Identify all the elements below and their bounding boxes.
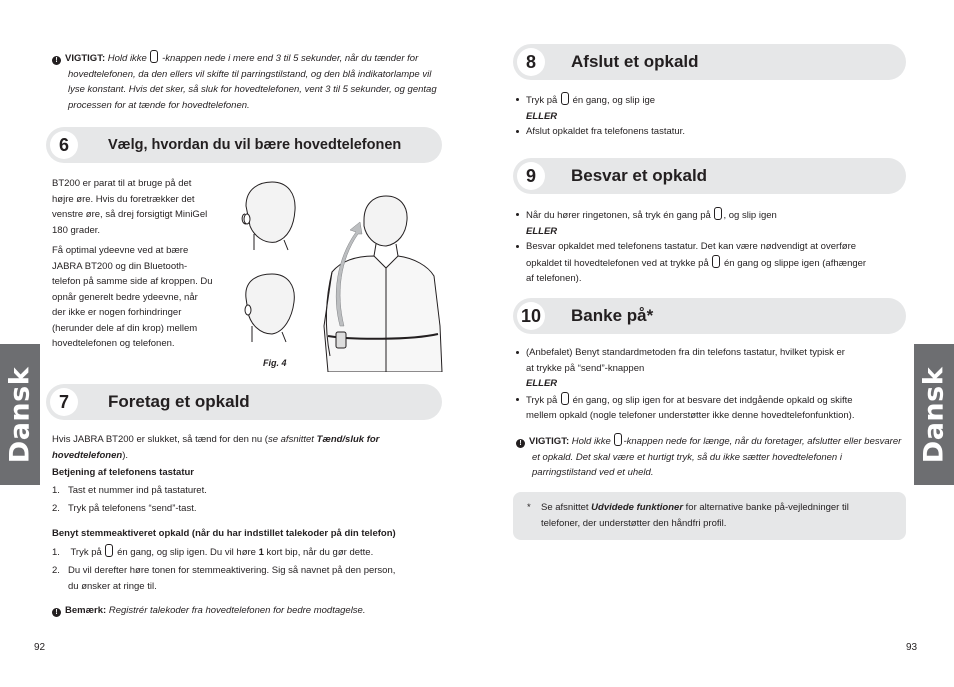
section-title: Foretag et opkald xyxy=(108,392,250,411)
step-text: Tast et nummer ind på tastaturet. xyxy=(68,485,207,496)
section-7-header xyxy=(46,384,442,420)
section-10-header xyxy=(513,298,906,334)
headset-button-icon xyxy=(150,50,158,63)
step-item xyxy=(52,501,442,517)
side-tab-label: Dansk xyxy=(918,366,950,463)
section-7-note: ! Bemærk: Registrér talekoder fra hovedtelefonen for bedre modtagelse. xyxy=(52,603,365,619)
section-title: Banke på* xyxy=(571,306,654,325)
side-tab-right xyxy=(914,344,954,485)
section-number: 7 xyxy=(50,388,78,416)
voice-dial-subheading: Benyt stemmeaktiveret opkald (når du har indstillet talekoder på din telefon) xyxy=(52,528,396,539)
headset-button-icon xyxy=(712,255,720,268)
text-line: opnår generelt bedre ydeevne, når xyxy=(52,291,198,303)
text-line: Få optimal ydeevne ved at bære xyxy=(52,245,189,256)
section-number: 6 xyxy=(50,131,78,159)
headset-button-icon xyxy=(614,433,622,446)
headset-button-icon xyxy=(714,207,722,220)
headset-wearing-illustration xyxy=(232,176,444,372)
text-line: hovedtelefonen og telefonen. xyxy=(52,338,175,349)
text-line: (herunder dele af din krop) mellem xyxy=(52,322,198,334)
headset-button-icon xyxy=(561,92,569,105)
figure-caption: Fig. 4 xyxy=(263,358,287,368)
section-number: 9 xyxy=(517,162,545,190)
section-6-para-2 xyxy=(52,243,232,352)
page-number-right: 93 xyxy=(906,642,918,653)
step-number: 2. xyxy=(52,502,60,514)
keypad-steps xyxy=(52,483,442,518)
side-tab-left xyxy=(0,344,40,485)
section-7-intro: Hvis JABRA BT200 er slukket, så tænd for den nu (se afsnittet Tænd/sluk for hovedtelefonen). xyxy=(52,434,380,461)
section-title: Afslut et opkald xyxy=(571,52,699,71)
footnote-box: * Se afsnittet Udvidede funktioner for alternative banke på-vejledninger til telefoner, der understøtter den håndfri profil. xyxy=(513,492,906,540)
step-text: Tryk på telefonens “send”-tast. xyxy=(68,502,197,514)
text-line: venstre øre, så drej forsigtigt MiniGel xyxy=(52,209,208,220)
text-line: JABRA BT200 og din Bluetooth- xyxy=(52,260,188,272)
section-number: 10 xyxy=(517,302,545,330)
step-number: 1. xyxy=(52,485,60,496)
text-line: 180 grader. xyxy=(52,224,101,236)
section-9-header xyxy=(513,158,906,194)
warning-icon: ! xyxy=(516,439,525,448)
intro-warning: ! VIGTIGT: Hold ikke -knappen nede i mere end 3 til 5 sekunder, når du tænder for hovedtelefonen, da den ellers vil skifte til parringstilstand, og den blå indikatorlampe vil lyse konstant. Hvis det sker, så sluk for hovedtelefonen, vent 3 til 5 sekunder, og gentag processen for at tænde for hovedtelefonen. xyxy=(52,50,452,113)
page-number-left: 92 xyxy=(34,642,46,653)
headset-button-icon xyxy=(105,544,113,557)
section-title: Vælg, hvordan du vil bære hovedtelefonen xyxy=(108,137,402,153)
text-line: BT200 er parat til at bruge på det xyxy=(52,178,192,189)
voice-dial-step-1: 1. Tryk på én gang, og slip igen. Du vil høre 1 kort bip, når du gør dette. xyxy=(52,544,442,561)
headset-button-icon xyxy=(561,392,569,405)
side-tab-label: Dansk xyxy=(4,366,36,463)
text-line: telefon på samme side af kroppen. Du xyxy=(52,276,213,287)
section-8-body: Tryk på én gang, og slip ige ELLER Afslut opkaldet fra telefonens tastatur. xyxy=(513,92,903,140)
warning-icon: ! xyxy=(52,56,61,65)
text-line: der ikke er nogen forhindringer xyxy=(52,307,182,318)
text-line: højre øre. Hvis du foretrækker det xyxy=(52,193,195,205)
section-6-para-1 xyxy=(52,176,232,238)
warning-icon: ! xyxy=(52,608,61,617)
section-6-header xyxy=(46,127,442,163)
section-10-body: (Anbefalet) Benyt standardmetoden fra din telefons tastatur, hvilket typisk er at trykke på “send”-knappen ELLER Tryk på én gang, og slip igen for at besvare det indgående opkald og skifte mellem opkald (nogle telefoner understøtter ikke denne hovedtelefonfunktion). xyxy=(513,345,903,424)
keypad-subheading: Betjening af telefonens tastatur xyxy=(52,467,194,478)
section-10-warning: ! VIGTIGT: Hold ikke -knappen nede for længe, når du foretager, afslutter eller besvarer et opkald. Det skal være et hurtigt tryk, så du ikke sætter hovedtelefonen i parringstilstand ved et uheld. xyxy=(516,433,906,481)
section-number: 8 xyxy=(517,48,545,76)
section-8-header xyxy=(513,44,906,80)
voice-dial-step-2: 2. Du vil derefter høre tonen for stemmeaktivering. Sig så navnet på den person, du ønsker at ringe til. xyxy=(52,565,396,592)
step-item xyxy=(52,483,442,499)
section-9-body: Når du hører ringetonen, så tryk én gang på , og slip igen ELLER Besvar opkaldet med telefonens tastatur. Det kan være nødvendigt at overføre opkaldet til hovedtelefonen ved at trykke på én gang og slippe igen (afhænger af telefonen). xyxy=(513,207,903,287)
section-title: Besvar et opkald xyxy=(571,166,708,185)
